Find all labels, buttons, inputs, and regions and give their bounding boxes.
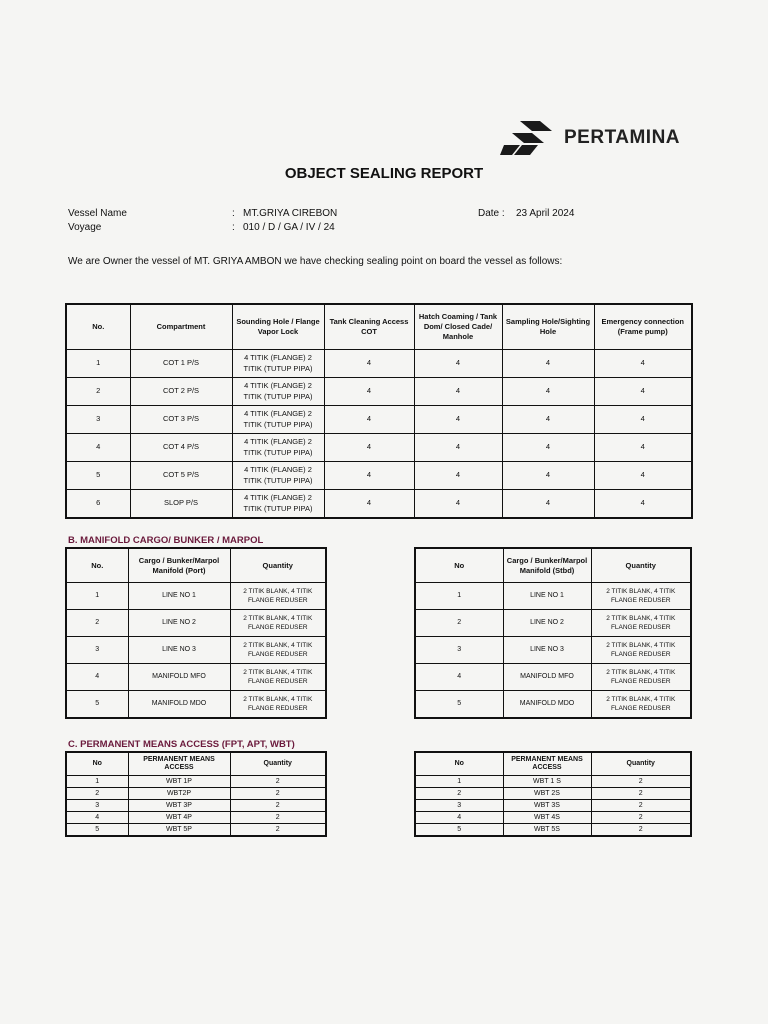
cell-quantity: 2 [230,812,326,824]
cell-access: WBT 3P [128,800,230,812]
col-header-quantity: Quantity [230,752,326,776]
table-row [66,462,692,490]
cell-no: 1 [415,776,503,788]
compartment-sealing-table [65,303,693,519]
cell-no: 2 [415,610,503,637]
cell-quantity: 2 [230,824,326,837]
cell-tank-cleaning: 4 [324,462,414,490]
section-c-heading: C. PERMANENT MEANS ACCESS (FPT, APT, WBT) [68,739,295,750]
cell-access: WBT 4P [128,812,230,824]
table-row [66,824,326,837]
col-header-sounding: Sounding Hole / Flange Vapor Lock [232,304,324,350]
date-value: 23 April 2024 [516,208,575,219]
table-row [415,812,691,824]
col-header-emergency: Emergency connection (Frame pump) [594,304,692,350]
cell-quantity: 2 TITIK BLANK, 4 TITIK FLANGE REDUSER [230,610,326,637]
cell-no: 2 [415,788,503,800]
cell-quantity: 2 [230,788,326,800]
cell-quantity: 2 TITIK BLANK, 4 TITIK FLANGE REDUSER [591,610,691,637]
voyage-label: Voyage [68,222,102,233]
table-row [66,664,326,691]
cell-sampling: 4 [502,350,594,378]
table-row [415,788,691,800]
cell-quantity: 2 TITIK BLANK, 4 TITIK FLANGE REDUSER [591,664,691,691]
cell-hatch: 4 [414,434,502,462]
col-header-tank-cleaning: Tank Cleaning Access COT [324,304,414,350]
cell-tank-cleaning: 4 [324,434,414,462]
cell-no: 1 [66,776,128,788]
cell-manifold: MANIFOLD MDO [128,691,230,719]
col-header-compartment: Compartment [130,304,232,350]
col-header-manifold: Cargo / Bunker/Marpol Manifold (Port) [128,548,230,583]
cell-no: 3 [66,637,128,664]
col-header-hatch: Hatch Coaming / Tank Dom/ Closed Cade/ Manhole [414,304,502,350]
cell-no: 3 [66,800,128,812]
cell-access: WBT2P [128,788,230,800]
cell-no: 6 [66,490,130,519]
cell-no: 2 [66,378,130,406]
cell-quantity: 2 TITIK BLANK, 4 TITIK FLANGE REDUSER [230,664,326,691]
cell-compartment: COT 1 P/S [130,350,232,378]
col-header-quantity: Quantity [591,548,691,583]
table-row [415,637,691,664]
cell-emergency: 4 [594,434,692,462]
cell-emergency: 4 [594,406,692,434]
cell-emergency: 4 [594,350,692,378]
cell-no: 2 [66,788,128,800]
cell-no: 1 [415,583,503,610]
table-row [415,664,691,691]
cell-manifold: LINE NO 3 [128,637,230,664]
table-row [415,583,691,610]
cell-access: WBT 4S [503,812,591,824]
manifold-stbd-table [414,547,692,719]
cell-quantity: 2 [230,800,326,812]
cell-emergency: 4 [594,490,692,519]
col-header-no: No. [66,548,128,583]
cell-quantity: 2 TITIK BLANK, 4 TITIK FLANGE REDUSER [591,583,691,610]
cell-manifold: LINE NO 1 [128,583,230,610]
cell-sampling: 4 [502,434,594,462]
col-header-no: No [415,752,503,776]
table-row [66,691,326,719]
cell-hatch: 4 [414,490,502,519]
table-row [415,776,691,788]
cell-sounding: 4 TITIK (FLANGE) 2 TITIK (TUTUP PIPA) [232,406,324,434]
cell-sounding: 4 TITIK (FLANGE) 2 TITIK (TUTUP PIPA) [232,434,324,462]
cell-compartment: COT 5 P/S [130,462,232,490]
cell-no: 5 [66,462,130,490]
cell-no: 1 [66,350,130,378]
cell-manifold: LINE NO 2 [128,610,230,637]
cell-quantity: 2 [591,788,691,800]
cell-manifold: MANIFOLD MFO [128,664,230,691]
cell-no: 4 [66,812,128,824]
cell-quantity: 2 [230,776,326,788]
cell-hatch: 4 [414,406,502,434]
table-row [415,610,691,637]
intro-text: We are Owner the vessel of MT. GRIYA AMBON we have checking sealing point on board the vessel as follows: [68,256,563,267]
access-port-table [65,751,327,837]
table-row [415,824,691,837]
cell-access: WBT 3S [503,800,591,812]
table-header-row [66,548,326,583]
cell-access: WBT 1P [128,776,230,788]
vessel-name-label: Vessel Name [68,208,127,219]
table-row [66,490,692,519]
cell-emergency: 4 [594,378,692,406]
cell-compartment: COT 4 P/S [130,434,232,462]
cell-manifold: LINE NO 3 [503,637,591,664]
cell-no: 4 [415,664,503,691]
cell-hatch: 4 [414,462,502,490]
cell-no: 3 [66,406,130,434]
cell-sounding: 4 TITIK (FLANGE) 2 TITIK (TUTUP PIPA) [232,462,324,490]
cell-no: 4 [66,434,130,462]
cell-manifold: MANIFOLD MFO [503,664,591,691]
table-header-row [66,304,692,350]
cell-quantity: 2 TITIK BLANK, 4 TITIK FLANGE REDUSER [230,691,326,719]
voyage-sep: : [232,222,235,233]
cell-no: 4 [66,664,128,691]
cell-manifold: LINE NO 2 [503,610,591,637]
col-header-quantity: Quantity [230,548,326,583]
table-row [66,583,326,610]
table-header-row [415,548,691,583]
cell-no: 4 [415,812,503,824]
cell-sampling: 4 [502,406,594,434]
pertamina-logo [500,118,690,158]
table-row [415,691,691,719]
section-b-heading: B. MANIFOLD CARGO/ BUNKER / MARPOL [68,535,264,546]
table-row [66,800,326,812]
cell-quantity: 2 TITIK BLANK, 4 TITIK FLANGE REDUSER [591,691,691,719]
cell-tank-cleaning: 4 [324,406,414,434]
vessel-name-value: MT.GRIYA CIREBON [243,208,338,219]
table-row [66,812,326,824]
cell-manifold: MANIFOLD MDO [503,691,591,719]
cell-sounding: 4 TITIK (FLANGE) 2 TITIK (TUTUP PIPA) [232,490,324,519]
cell-access: WBT 5P [128,824,230,837]
table-row [66,350,692,378]
table-row [66,776,326,788]
cell-quantity: 2 [591,824,691,837]
page-title: OBJECT SEALING REPORT [284,165,484,182]
table-header-row [66,752,326,776]
table-row [66,406,692,434]
cell-compartment: SLOP P/S [130,490,232,519]
cell-access: WBT 2S [503,788,591,800]
voyage-value: 010 / D / GA / IV / 24 [243,222,335,233]
cell-no: 1 [66,583,128,610]
pertamina-arrow-icon [500,119,558,157]
cell-no: 5 [66,824,128,837]
cell-sampling: 4 [502,490,594,519]
cell-quantity: 2 [591,800,691,812]
date-label: Date : [478,208,505,219]
cell-sampling: 4 [502,378,594,406]
cell-compartment: COT 3 P/S [130,406,232,434]
col-header-no: No [66,752,128,776]
cell-hatch: 4 [414,378,502,406]
table-row [66,434,692,462]
cell-no: 5 [66,691,128,719]
cell-quantity: 2 TITIK BLANK, 4 TITIK FLANGE REDUSER [230,583,326,610]
cell-hatch: 4 [414,350,502,378]
cell-no: 3 [415,637,503,664]
cell-emergency: 4 [594,462,692,490]
cell-access: WBT 5S [503,824,591,837]
cell-no: 3 [415,800,503,812]
cell-sounding: 4 TITIK (FLANGE) 2 TITIK (TUTUP PIPA) [232,378,324,406]
cell-quantity: 2 TITIK BLANK, 4 TITIK FLANGE REDUSER [591,637,691,664]
table-row [66,788,326,800]
vessel-name-sep: : [232,208,235,219]
cell-tank-cleaning: 4 [324,490,414,519]
table-row [66,378,692,406]
col-header-no: No [415,548,503,583]
cell-quantity: 2 [591,776,691,788]
cell-access: WBT 1 S [503,776,591,788]
col-header-quantity: Quantity [591,752,691,776]
col-header-manifold: Cargo / Bunker/Marpol Manifold (Stbd) [503,548,591,583]
cell-compartment: COT 2 P/S [130,378,232,406]
table-row [66,610,326,637]
cell-quantity: 2 [591,812,691,824]
table-row [66,637,326,664]
col-header-access: PERMANENT MEANS ACCESS [503,752,591,776]
cell-no: 5 [415,691,503,719]
cell-tank-cleaning: 4 [324,350,414,378]
brand-name: PERTAMINA [564,127,681,148]
cell-manifold: LINE NO 1 [503,583,591,610]
table-header-row [415,752,691,776]
manifold-port-table [65,547,327,719]
cell-tank-cleaning: 4 [324,378,414,406]
col-header-access: PERMANENT MEANS ACCESS [128,752,230,776]
col-header-no: No. [66,304,130,350]
table-row [415,800,691,812]
cell-quantity: 2 TITIK BLANK, 4 TITIK FLANGE REDUSER [230,637,326,664]
cell-no: 5 [415,824,503,837]
col-header-sampling: Sampling Hole/Sighting Hole [502,304,594,350]
cell-no: 2 [66,610,128,637]
access-stbd-table [414,751,692,837]
cell-sampling: 4 [502,462,594,490]
cell-sounding: 4 TITIK (FLANGE) 2 TITIK (TUTUP PIPA) [232,350,324,378]
